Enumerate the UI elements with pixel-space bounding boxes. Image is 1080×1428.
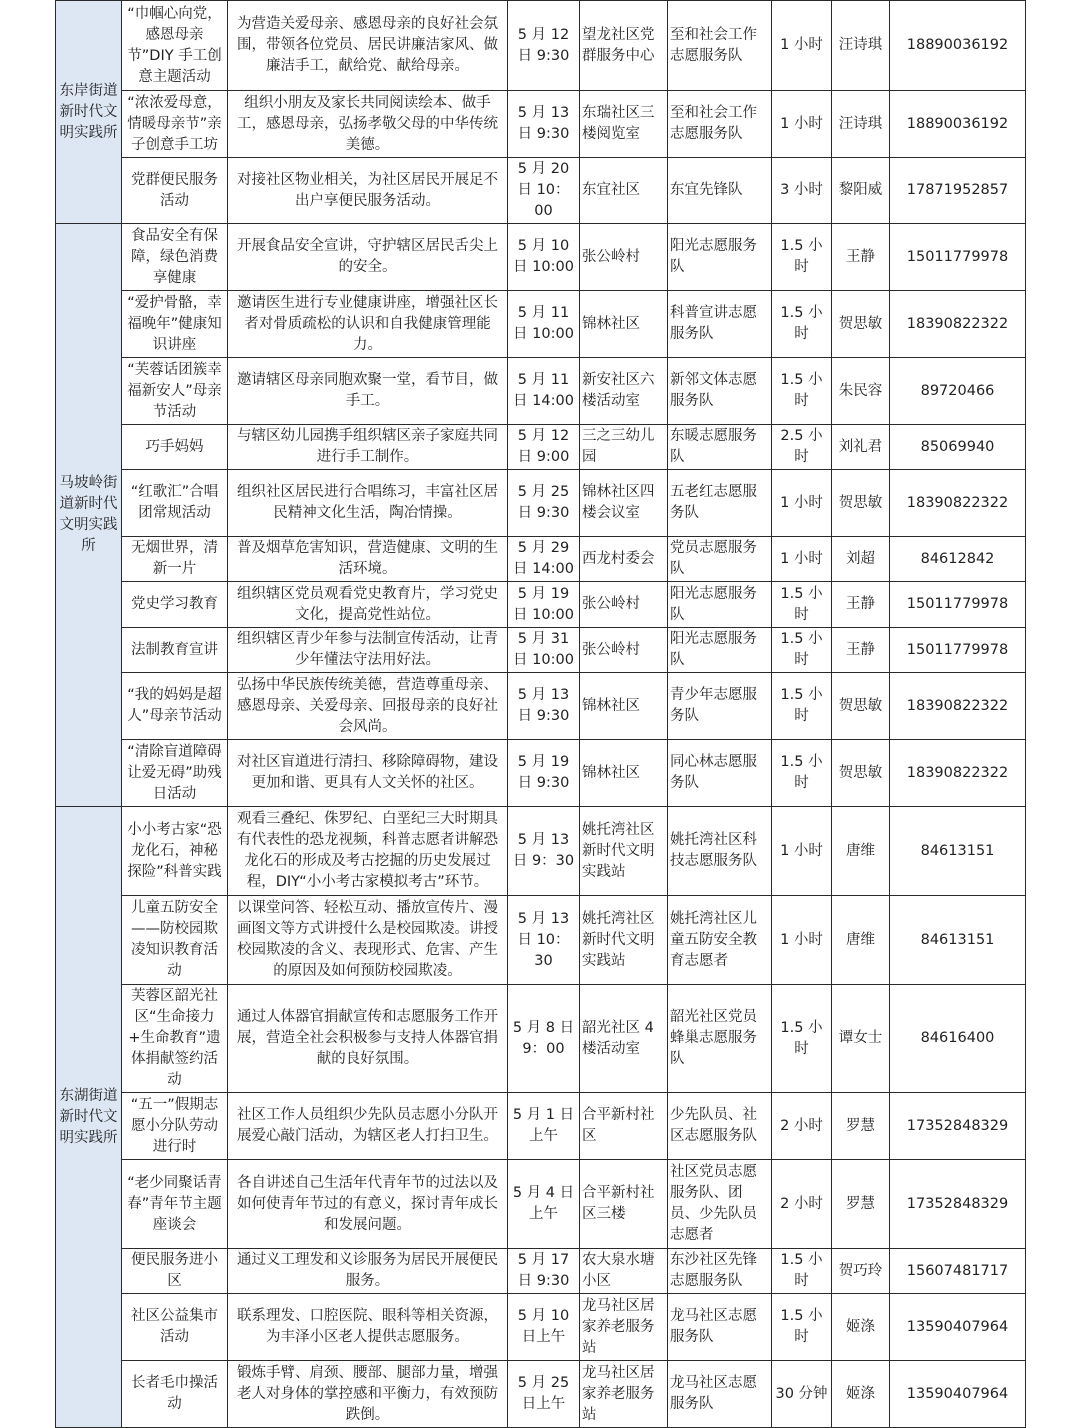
activity-description: 弘扬中华民族传统美德，营造尊重母亲、感恩母亲、关爱母亲、回报母亲的良好社会风尚。 <box>228 673 508 740</box>
activity-duration: 1 小时 <box>772 1 832 91</box>
volunteer-team: 阳光志愿服务队 <box>668 224 772 291</box>
volunteer-team: 少先队员、社区志愿服务队 <box>668 1093 772 1160</box>
activity-name: “爱护骨骼，幸福晚年”健康知识讲座 <box>122 291 228 358</box>
table-row <box>56 740 1026 807</box>
activity-name: 社区公益集市活动 <box>122 1294 228 1361</box>
activity-location: 龙马社区居家养老服务站 <box>580 1361 668 1428</box>
activity-duration: 1 小时 <box>772 896 832 985</box>
activity-duration: 1.5 小时 <box>772 673 832 740</box>
activity-name: 芙蓉区韶光社区“生命接力+生命教育”遗体捐献签约活动 <box>122 985 228 1093</box>
contact-person: 朱民容 <box>832 358 890 425</box>
table-row <box>56 896 1026 985</box>
activity-location: 合平新村社区 <box>580 1093 668 1160</box>
contact-phone: 17352848329 <box>890 1160 1026 1249</box>
table-row <box>56 358 1026 425</box>
contact-phone: 18390822322 <box>890 291 1026 358</box>
contact-person: 王静 <box>832 224 890 291</box>
activity-description: 开展食品安全宣讲，守护辖区居民舌尖上的安全。 <box>228 224 508 291</box>
activity-location: 锦林社区 <box>580 291 668 358</box>
activity-time: 5 月 8 日 9：00 <box>508 985 580 1093</box>
activity-name: “清除盲道障碍让爱无碍”助残日活动 <box>122 740 228 807</box>
activity-name: 小小考古家“恐龙化石，神秘探险”科普实践 <box>122 807 228 896</box>
contact-person: 罗慧 <box>832 1160 890 1249</box>
contact-person: 贺思敏 <box>832 470 890 537</box>
table-row <box>56 91 1026 158</box>
contact-person: 王静 <box>832 628 890 673</box>
activity-description: 联系理发、口腔医院、眼科等相关资源，为丰泽小区老人提供志愿服务。 <box>228 1294 508 1361</box>
activity-location: 姚托湾社区新时代文明实践站 <box>580 896 668 985</box>
activity-time: 5 月 17 日 9:30 <box>508 1249 580 1294</box>
activity-duration: 1.5 小时 <box>772 985 832 1093</box>
volunteer-team: 龙马社区志愿服务队 <box>668 1294 772 1361</box>
activity-description: 组织辖区青少年参与法制宣传活动，让青少年懂法守法用好法。 <box>228 628 508 673</box>
activity-description: 普及烟草危害知识，营造健康、文明的生活环境。 <box>228 537 508 582</box>
activity-time: 5 月 13 日 9:30 <box>508 673 580 740</box>
activity-description: 邀请医生进行专业健康讲座，增强社区长者对骨质疏松的认识和自我健康管理能力。 <box>228 291 508 358</box>
contact-person: 姬涤 <box>832 1361 890 1428</box>
activity-description: 对社区盲道进行清扫、移除障碍物，建设更加和谐、更具有人文关怀的社区。 <box>228 740 508 807</box>
contact-phone: 85069940 <box>890 425 1026 470</box>
activity-description: 锻炼手臂、肩颈、腰部、腿部力量，增强老人对身体的掌控感和平衡力，有效预防跌倒。 <box>228 1361 508 1428</box>
table-row <box>56 1361 1026 1428</box>
practice-station-name: 马坡岭街道新时代文明实践所 <box>56 224 122 807</box>
activity-name: 儿童五防安全——防校园欺凌知识教育活动 <box>122 896 228 985</box>
contact-person: 贺思敏 <box>832 740 890 807</box>
activity-location: 韶光社区 4 楼活动室 <box>580 985 668 1093</box>
contact-person: 刘超 <box>832 537 890 582</box>
activity-time: 5 月 25 日上午 <box>508 1361 580 1428</box>
contact-person: 贺思敏 <box>832 673 890 740</box>
activity-time: 5 月 13 日 10：30 <box>508 896 580 985</box>
activity-duration: 1.5 小时 <box>772 358 832 425</box>
contact-phone: 15011779978 <box>890 224 1026 291</box>
table-row <box>56 291 1026 358</box>
table-row <box>56 807 1026 896</box>
contact-person: 汪诗琪 <box>832 1 890 91</box>
activity-description: 对接社区物业相关，为社区居民开展足不出户享便民服务活动。 <box>228 158 508 224</box>
table-row <box>56 158 1026 224</box>
activity-location: 三之三幼儿园 <box>580 425 668 470</box>
activity-description: 通过人体器官捐献宣传和志愿服务工作开展，营造全社会积极参与支持人体器官捐献的良好氛围。 <box>228 985 508 1093</box>
activity-location: 姚托湾社区新时代文明实践站 <box>580 807 668 896</box>
volunteer-team: 新邻文体志愿服务队 <box>668 358 772 425</box>
volunteer-team: 阳光志愿服务队 <box>668 628 772 673</box>
activity-duration: 1 小时 <box>772 470 832 537</box>
activity-location: 张公岭村 <box>580 628 668 673</box>
activity-name: 党史学习教育 <box>122 582 228 628</box>
activity-time: 5 月 10 日 10:00 <box>508 224 580 291</box>
practice-station-name: 东岸街道新时代文明实践所 <box>56 1 122 224</box>
contact-phone: 84612842 <box>890 537 1026 582</box>
activity-name: 便民服务进小区 <box>122 1249 228 1294</box>
activity-description: 组织社区居民进行合唱练习，丰富社区居民精神文化生活，陶冶情操。 <box>228 470 508 537</box>
activity-name: “巾帼心向党，感恩母亲节”DIY 手工创意主题活动 <box>122 1 228 91</box>
activity-description: 社区工作人员组织少先队员志愿小分队开展爱心敲门活动，为辖区老人打扫卫生。 <box>228 1093 508 1160</box>
activity-description: 各自讲述自己生活年代青年节的过法以及如何使青年节过的有意义，探讨青年成长和发展问题。 <box>228 1160 508 1249</box>
activity-duration: 1.5 小时 <box>772 1294 832 1361</box>
activity-location: 望龙社区党群服务中心 <box>580 1 668 91</box>
volunteer-team: 至和社会工作志愿服务队 <box>668 91 772 158</box>
activity-duration: 1.5 小时 <box>772 1249 832 1294</box>
volunteer-team: 东暖志愿服务队 <box>668 425 772 470</box>
volunteer-team: 五老红志愿服务队 <box>668 470 772 537</box>
activity-duration: 1.5 小时 <box>772 291 832 358</box>
volunteer-team: 姚托湾社区科技志愿服务队 <box>668 807 772 896</box>
activity-name: “浓浓爱母意，情暖母亲节”亲子创意手工坊 <box>122 91 228 158</box>
activity-duration: 1.5 小时 <box>772 628 832 673</box>
volunteer-team: 科普宣讲志愿服务队 <box>668 291 772 358</box>
activity-schedule-table <box>55 0 1026 1428</box>
volunteer-team: 党员志愿服务队 <box>668 537 772 582</box>
activity-time: 5 月 10 日上午 <box>508 1294 580 1361</box>
contact-person: 黎阳威 <box>832 158 890 224</box>
table-row <box>56 673 1026 740</box>
activity-location: 新安社区六楼活动室 <box>580 358 668 425</box>
activity-time: 5 月 1 日上午 <box>508 1093 580 1160</box>
contact-phone: 18390822322 <box>890 673 1026 740</box>
contact-phone: 15011779978 <box>890 582 1026 628</box>
activity-name: 无烟世界，清新一片 <box>122 537 228 582</box>
table-row <box>56 425 1026 470</box>
practice-station-name: 东湖街道新时代文明实践所 <box>56 807 122 1428</box>
volunteer-team: 姚托湾社区儿童五防安全教育志愿者 <box>668 896 772 985</box>
activity-time: 5 月 25 日 9:30 <box>508 470 580 537</box>
activity-duration: 1 小时 <box>772 807 832 896</box>
contact-person: 王静 <box>832 582 890 628</box>
activity-time: 5 月 4 日上午 <box>508 1160 580 1249</box>
activity-location: 张公岭村 <box>580 582 668 628</box>
volunteer-team: 东沙社区先锋志愿服务队 <box>668 1249 772 1294</box>
activity-duration: 2 小时 <box>772 1160 832 1249</box>
volunteer-team: 青少年志愿服务队 <box>668 673 772 740</box>
activity-time: 5 月 29 日 14:00 <box>508 537 580 582</box>
activity-time: 5 月 19 日 10:00 <box>508 582 580 628</box>
contact-person: 谭女士 <box>832 985 890 1093</box>
activity-time: 5 月 31 日 10:00 <box>508 628 580 673</box>
activity-name: 巧手妈妈 <box>122 425 228 470</box>
contact-phone: 84613151 <box>890 896 1026 985</box>
activity-duration: 2.5 小时 <box>772 425 832 470</box>
activity-description: 组织小朋友及家长共同阅读绘本、做手工，感恩母亲，弘扬孝敬父母的中华传统美德。 <box>228 91 508 158</box>
activity-description: 邀请辖区母亲同胞欢聚一堂，看节目，做手工。 <box>228 358 508 425</box>
activity-time: 5 月 20 日 10：00 <box>508 158 580 224</box>
volunteer-team: 阳光志愿服务队 <box>668 582 772 628</box>
activity-location: 张公岭村 <box>580 224 668 291</box>
contact-person: 姬涤 <box>832 1294 890 1361</box>
volunteer-team: 社区党员志愿服务队、团员、少先队员志愿者 <box>668 1160 772 1249</box>
activity-description: 通过义工理发和义诊服务为居民开展便民服务。 <box>228 1249 508 1294</box>
activity-time: 5 月 11 日 14:00 <box>508 358 580 425</box>
activity-name: “红歌汇”合唱团常规活动 <box>122 470 228 537</box>
activity-location: 合平新村社区三楼 <box>580 1160 668 1249</box>
activity-duration: 1 小时 <box>772 537 832 582</box>
activity-description: 以课堂问答、轻松互动、播放宣传片、漫画图文等方式讲授什么是校园欺凌。讲授校园欺凌的含义、表现形式、危害、产生的原因及如何预防校园欺凌。 <box>228 896 508 985</box>
activity-time: 5 月 12 日 9:30 <box>508 1 580 91</box>
contact-phone: 89720466 <box>890 358 1026 425</box>
contact-phone: 18890036192 <box>890 1 1026 91</box>
activity-name: 食品安全有保障，绿色消费享健康 <box>122 224 228 291</box>
activity-location: 锦林社区 <box>580 673 668 740</box>
contact-phone: 84616400 <box>890 985 1026 1093</box>
activity-location: 锦林社区 <box>580 740 668 807</box>
activity-time: 5 月 12 日 9:00 <box>508 425 580 470</box>
table-row <box>56 985 1026 1093</box>
volunteer-team: 至和社会工作志愿服务队 <box>668 1 772 91</box>
activity-description: 观看三叠纪、侏罗纪、白垩纪三大时期具有代表性的恐龙视频，科普志愿者讲解恐龙化石的形成及考古挖掘的历史发展过程，DIY“小小考古家模拟考古”环节。 <box>228 807 508 896</box>
contact-person: 罗慧 <box>832 1093 890 1160</box>
activity-time: 5 月 19 日 9:30 <box>508 740 580 807</box>
activity-duration: 1.5 小时 <box>772 740 832 807</box>
contact-person: 汪诗琪 <box>832 91 890 158</box>
contact-phone: 13590407964 <box>890 1361 1026 1428</box>
activity-name: 党群便民服务活动 <box>122 158 228 224</box>
contact-person: 刘礼君 <box>832 425 890 470</box>
activity-time: 5 月 11 日 10:00 <box>508 291 580 358</box>
volunteer-team: 龙马社区志愿服务队 <box>668 1361 772 1428</box>
table-row <box>56 224 1026 291</box>
activity-location: 东宜社区 <box>580 158 668 224</box>
contact-phone: 13590407964 <box>890 1294 1026 1361</box>
activity-duration: 2 小时 <box>772 1093 832 1160</box>
activity-name: “五一”假期志愿小分队劳动进行时 <box>122 1093 228 1160</box>
contact-phone: 18390822322 <box>890 740 1026 807</box>
activity-time: 5 月 13 日 9：30 <box>508 807 580 896</box>
table-row <box>56 470 1026 537</box>
contact-phone: 15011779978 <box>890 628 1026 673</box>
activity-name: “我的妈妈是超人”母亲节活动 <box>122 673 228 740</box>
activity-location: 农大泉水塘小区 <box>580 1249 668 1294</box>
activity-description: 与辖区幼儿园携手组织辖区亲子家庭共同进行手工制作。 <box>228 425 508 470</box>
activity-name: 法制教育宣讲 <box>122 628 228 673</box>
contact-person: 唐维 <box>832 807 890 896</box>
activity-location: 锦林社区四楼会议室 <box>580 470 668 537</box>
table-row <box>56 1160 1026 1249</box>
activity-duration: 30 分钟 <box>772 1361 832 1428</box>
table-row <box>56 628 1026 673</box>
volunteer-team: 韶光社区党员蜂巢志愿服务队 <box>668 985 772 1093</box>
activity-duration: 1.5 小时 <box>772 582 832 628</box>
activity-name: 长者毛巾操活动 <box>122 1361 228 1428</box>
contact-phone: 17352848329 <box>890 1093 1026 1160</box>
activity-name: “芙蓉话团簇幸福新安人”母亲节活动 <box>122 358 228 425</box>
activity-description: 为营造关爱母亲、感恩母亲的良好社会氛围，带领各位党员、居民讲廉洁家风、做廉洁手工，献给党、献给母亲。 <box>228 1 508 91</box>
contact-phone: 84613151 <box>890 807 1026 896</box>
contact-person: 唐维 <box>832 896 890 985</box>
activity-duration: 3 小时 <box>772 158 832 224</box>
volunteer-team: 同心林志愿服务队 <box>668 740 772 807</box>
activity-location: 西龙村委会 <box>580 537 668 582</box>
activity-location: 龙马社区居家养老服务站 <box>580 1294 668 1361</box>
table-row <box>56 537 1026 582</box>
activity-location: 东瑞社区三楼阅览室 <box>580 91 668 158</box>
activity-description: 组织辖区党员观看党史教育片，学习党史文化，提高党性站位。 <box>228 582 508 628</box>
contact-phone: 15607481717 <box>890 1249 1026 1294</box>
activity-duration: 1.5 小时 <box>772 224 832 291</box>
contact-phone: 17871952857 <box>890 158 1026 224</box>
contact-phone: 18890036192 <box>890 91 1026 158</box>
contact-phone: 18390822322 <box>890 470 1026 537</box>
contact-person: 贺思敏 <box>832 291 890 358</box>
activity-time: 5 月 13 日 9:30 <box>508 91 580 158</box>
table-row <box>56 1249 1026 1294</box>
contact-person: 贺巧玲 <box>832 1249 890 1294</box>
table-row <box>56 1 1026 91</box>
table-row <box>56 582 1026 628</box>
table-row <box>56 1294 1026 1361</box>
activity-duration: 1 小时 <box>772 91 832 158</box>
activity-name: “老少同聚话青春”青年节主题座谈会 <box>122 1160 228 1249</box>
volunteer-team: 东宜先锋队 <box>668 158 772 224</box>
table-row <box>56 1093 1026 1160</box>
